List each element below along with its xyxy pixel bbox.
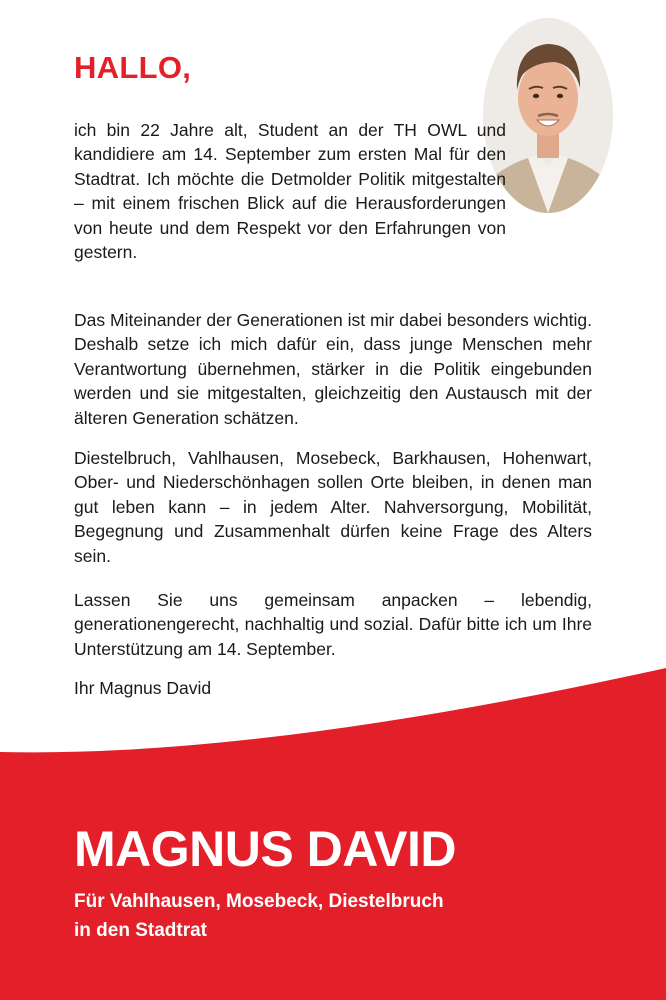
greeting-heading: HALLO, — [74, 50, 192, 85]
districts-paragraph: Diestelbruch, Vahlhausen, Mosebeck, Barkhausen, Hohenwart, Ober- und Niederschönhagen sollen Orte bleiben, in denen man gut leben kann – in jedem Alter. Nahversorgung, Mobilität, Begegnung und Zusammenhalt dürfen keine Frage des Alters sein. — [74, 448, 592, 566]
candidate-name: MAGNUS DAVID — [74, 821, 456, 877]
intro-paragraph: ich bin 22 Jahre alt, Student an der TH OWL und kandidiere am 14. September zum ersten Mal für den Stadtrat. Ich möchte die Detmolder Politik mitgestalten – mit einem frischen Blick auf die Herausforderungen von heute und dem Respekt vor den Erfahrungen von gestern. — [74, 120, 506, 263]
generations-paragraph: Das Miteinander der Generationen ist mir dabei besonders wichtig. Deshalb setze ich mich dafür ein, dass junge Menschen mehr Verantwortung übernehmen, stärker in die Politik eingebunden werden und sie mitgestalten, gleichzeitig den Austausch mit der älteren Generation schätzen. — [74, 310, 592, 428]
tagline-line-1: Für Vahlhausen, Mosebeck, Diestelbruch — [74, 891, 444, 912]
appeal-paragraph: Lassen Sie uns gemeinsam anpacken – lebendig, generationengerecht, nachhaltig und sozial. Dafür bitte ich um Ihre Unterstützung am 14. September. — [74, 590, 592, 659]
candidate-tagline — [74, 887, 444, 945]
signature: Ihr Magnus David — [74, 678, 212, 698]
tagline-line-2: in den Stadtrat — [74, 920, 208, 941]
